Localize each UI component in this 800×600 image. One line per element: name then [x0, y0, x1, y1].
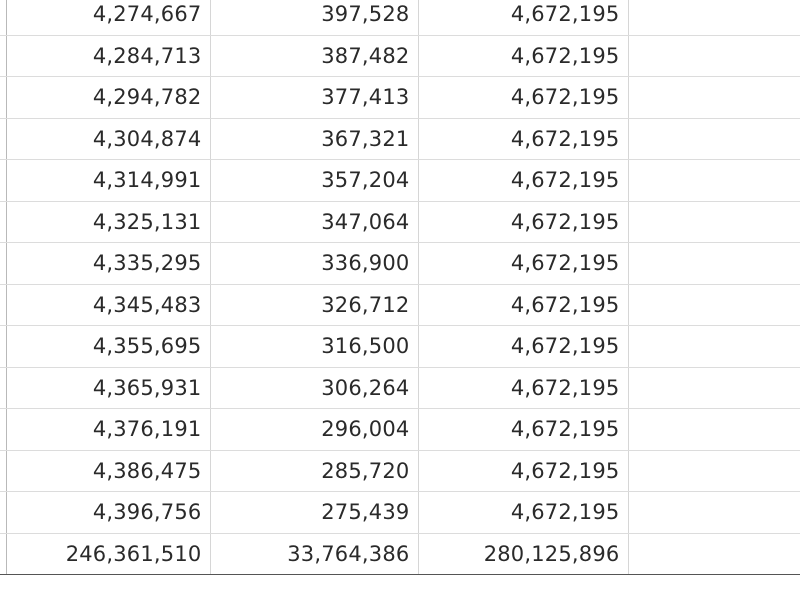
- table-row: [0, 35, 800, 77]
- table-row: [0, 118, 800, 160]
- total-principal-cell[interactable]: 246,361,510: [6, 533, 210, 574]
- payment-cell[interactable]: 4,672,195: [418, 77, 628, 119]
- table-row: [0, 326, 800, 368]
- principal-cell[interactable]: 4,386,475: [6, 450, 210, 492]
- table-row: [0, 77, 800, 119]
- interest-cell[interactable]: 326,712: [210, 284, 418, 326]
- interest-cell[interactable]: 367,321: [210, 118, 418, 160]
- principal-cell[interactable]: 4,345,483: [6, 284, 210, 326]
- interest-cell[interactable]: 306,264: [210, 367, 418, 409]
- empty-cell[interactable]: [628, 409, 800, 451]
- empty-cell[interactable]: [628, 77, 800, 119]
- table-row: [0, 409, 800, 451]
- empty-cell[interactable]: [628, 0, 800, 35]
- empty-cell[interactable]: [628, 367, 800, 409]
- table-row: [0, 367, 800, 409]
- empty-cell[interactable]: [628, 326, 800, 368]
- principal-cell[interactable]: 4,325,131: [6, 201, 210, 243]
- interest-cell[interactable]: 316,500: [210, 326, 418, 368]
- interest-cell[interactable]: 336,900: [210, 243, 418, 285]
- principal-cell[interactable]: 4,335,295: [6, 243, 210, 285]
- payment-cell[interactable]: 4,672,195: [418, 201, 628, 243]
- payment-cell[interactable]: 4,672,195: [418, 243, 628, 285]
- table-row: [0, 0, 800, 35]
- payment-cell[interactable]: 4,672,195: [418, 409, 628, 451]
- total-payment-cell[interactable]: 280,125,896: [418, 533, 628, 574]
- principal-cell[interactable]: 4,355,695: [6, 326, 210, 368]
- interest-cell[interactable]: 397,528: [210, 0, 418, 35]
- table-row: [0, 284, 800, 326]
- principal-cell[interactable]: 4,284,713: [6, 35, 210, 77]
- empty-cell[interactable]: [628, 450, 800, 492]
- empty-cell[interactable]: [628, 533, 800, 574]
- table-row: [0, 201, 800, 243]
- payment-cell[interactable]: 4,672,195: [418, 0, 628, 35]
- empty-cell[interactable]: [628, 243, 800, 285]
- payment-cell[interactable]: 4,672,195: [418, 160, 628, 202]
- interest-cell[interactable]: 285,720: [210, 450, 418, 492]
- total-interest-cell[interactable]: 33,764,386: [210, 533, 418, 574]
- payment-cell[interactable]: 4,672,195: [418, 284, 628, 326]
- table-row: [0, 160, 800, 202]
- principal-cell[interactable]: 4,365,931: [6, 367, 210, 409]
- table-row: [0, 450, 800, 492]
- principal-cell[interactable]: 4,314,991: [6, 160, 210, 202]
- payment-cell[interactable]: 4,672,195: [418, 367, 628, 409]
- empty-cell[interactable]: [628, 201, 800, 243]
- principal-cell[interactable]: 4,304,874: [6, 118, 210, 160]
- empty-cell[interactable]: [628, 160, 800, 202]
- empty-cell[interactable]: [628, 118, 800, 160]
- empty-cell[interactable]: [628, 492, 800, 534]
- payment-cell[interactable]: 4,672,195: [418, 326, 628, 368]
- interest-cell[interactable]: 387,482: [210, 35, 418, 77]
- principal-cell[interactable]: 4,396,756: [6, 492, 210, 534]
- interest-cell[interactable]: 347,064: [210, 201, 418, 243]
- interest-cell[interactable]: 296,004: [210, 409, 418, 451]
- principal-cell[interactable]: 4,376,191: [6, 409, 210, 451]
- principal-cell[interactable]: 4,294,782: [6, 77, 210, 119]
- interest-cell[interactable]: 357,204: [210, 160, 418, 202]
- total-row: [0, 533, 800, 574]
- table-row: [0, 243, 800, 285]
- interest-cell[interactable]: 275,439: [210, 492, 418, 534]
- payment-cell[interactable]: 4,672,195: [418, 450, 628, 492]
- payment-cell[interactable]: 4,672,195: [418, 118, 628, 160]
- interest-cell[interactable]: 377,413: [210, 77, 418, 119]
- payment-cell[interactable]: 4,672,195: [418, 35, 628, 77]
- empty-cell[interactable]: [628, 284, 800, 326]
- empty-cell[interactable]: [628, 35, 800, 77]
- principal-cell[interactable]: 4,274,667: [6, 0, 210, 35]
- table-row: [0, 492, 800, 534]
- payment-cell[interactable]: 4,672,195: [418, 492, 628, 534]
